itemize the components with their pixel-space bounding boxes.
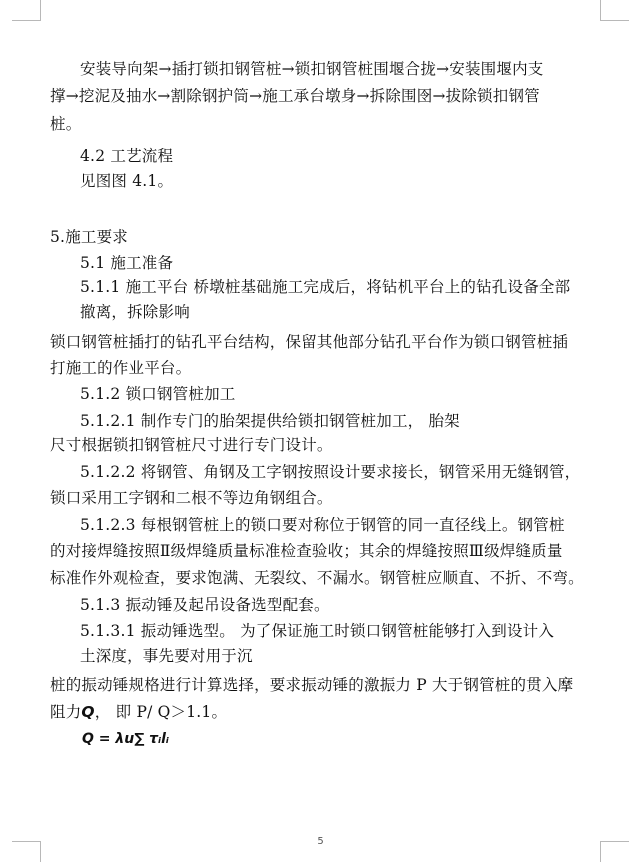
text-line: 尺寸根据锁扣钢管桩尺寸进行专门设计。 [50,436,333,454]
text-line: 的对接焊缝按照Ⅱ级焊缝质量标准检查验收；其余的焊缝按照Ⅲ级焊缝质量 [50,542,563,560]
symbol-q: Q [81,703,95,721]
text-line: 桩的振动锤规格进行计算选择，要求振动锤的激振力 P 大于钢管桩的贯入摩 [50,676,574,694]
text-line: 锁口采用工字钢和二根不等边角钢组合。 [50,489,333,507]
section-heading: 4.2 工艺流程 [80,147,174,165]
text-line: 标准作外观检查，要求饱满、无裂纹、不漏水。钢管桩应顺直、不折、不弯。 [50,569,584,587]
text-line: 5.1.2.1 制作专门的胎架提供给锁扣钢管桩加工， 胎架 [80,412,460,430]
text-line: 土深度，事先要对用于沉 [80,647,253,665]
text-fragment: ， 即 P/ Q＞1.1。 [94,703,228,721]
text-line: 5.1.1 施工平台 桥墩桩基础施工完成后，将钻机平台上的钻孔设备全部 [80,278,571,296]
crop-mark-top-right [600,0,629,21]
section-heading: 5.施工要求 [50,228,128,246]
text-line: 5.1.2.3 每根钢管桩上的锁口要对称位于钢管的同一直径线上。钢管桩 [80,516,565,534]
text-line-last [50,701,227,723]
text-line: 撤离，拆除影响 [80,303,190,321]
text-line: 5.1.2.2 将钢管、角钢及工字钢按照设计要求接长，钢管采用无缝钢管， [80,463,581,481]
text-fragment: 阻力 [50,703,82,721]
text-line: 桩。 [50,115,82,133]
text-line: 撑→挖泥及抽水→割除钢护筒→施工承台墩身→拆除围囹→拔除锁扣钢管 [50,87,540,105]
crop-mark-top-left [12,0,41,21]
text-line: 打施工的作业平台。 [50,359,192,377]
section-heading: 5.1 施工准备 [80,254,174,272]
page-number: 5 [317,836,324,847]
text-line: 安装导向架→插打锁扣钢管桩→锁扣钢管桩围堰合拢→安装围堰内支 [80,60,544,78]
text-line: 5.1.3.1 振动锤选型。 为了保证施工时锁口钢管桩能够打入到设计入 [80,622,555,640]
formula: Q = λu∑ τᵢlᵢ [82,731,170,747]
section-heading: 5.1.3 振动锤及起吊设备选型配套。 [80,596,330,614]
text-line: 锁口钢管桩插打的钻孔平台结构，保留其他部分钻孔平台作为锁口钢管桩插 [50,333,569,351]
section-heading: 5.1.2 锁口钢管桩加工 [80,385,236,403]
text-line: 见图图 4.1。 [80,172,174,190]
